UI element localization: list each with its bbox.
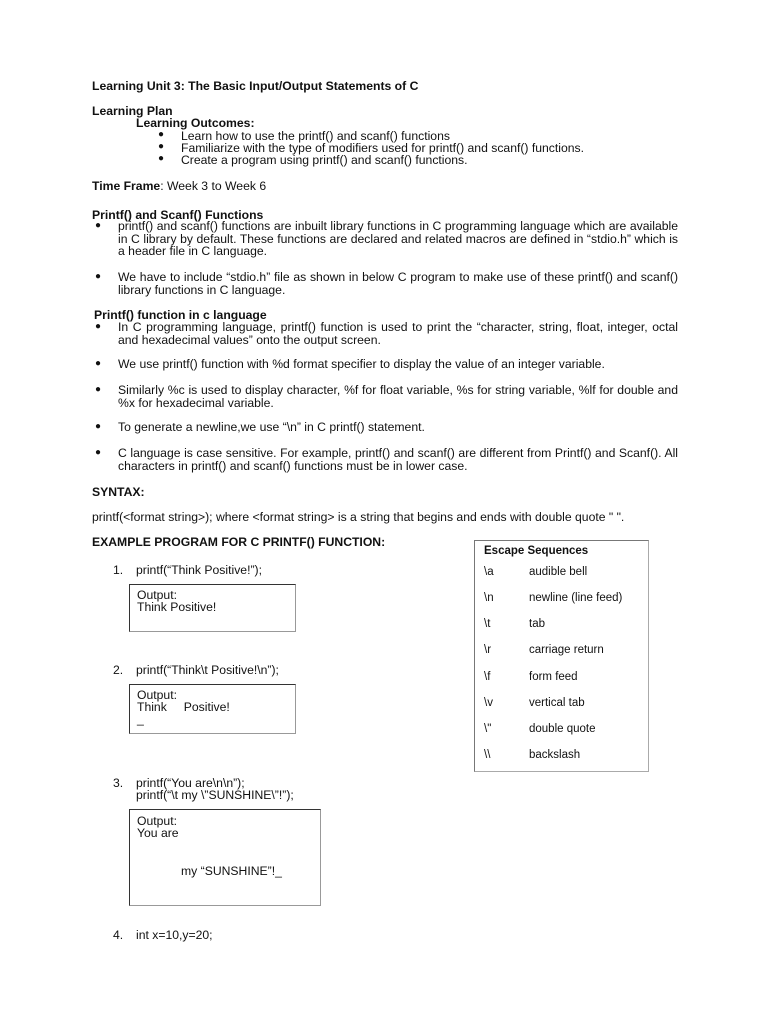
syntax-heading: SYNTAX:: [92, 485, 145, 499]
escape-sequences-table: Escape Sequences \a audible bell \n newline (line feed) \t tab \r carriage return \f form feed \v vertical tab \" double quote \\ backslash: [474, 540, 649, 772]
example-number: 2.: [113, 663, 124, 677]
example-code: printf(“Think Positive!”);: [136, 563, 262, 577]
example-code: printf(“You are\n\n”);: [136, 776, 245, 790]
section-heading-printf: Printf() function in c language: [94, 308, 267, 322]
examples-heading: EXAMPLE PROGRAM FOR C PRINTF() FUNCTION:: [92, 535, 386, 549]
bullet-icon: ●: [95, 220, 102, 231]
output-box: Output: You are my “SUNSHINE”!_: [129, 809, 321, 906]
page-title: Learning Unit 3: The Basic Input/Output Statements of C: [92, 79, 419, 93]
example-code: printf(“\t my \”SUNSHINE\”!”);: [136, 788, 294, 802]
bullet-icon: ●: [95, 447, 102, 458]
section-heading-printf-scanf: Printf() and Scanf() Functions: [92, 208, 264, 222]
output-box: Output: Think Positive! _: [129, 684, 296, 734]
output-box: Output: Think Positive!: [129, 584, 296, 632]
escape-table-heading: Escape Sequences: [484, 545, 589, 557]
time-frame: Time Frame: Week 3 to Week 6: [92, 179, 267, 193]
syntax-text: printf(<format string>); where <format string> is a string that begins and ends with double quote " ".: [92, 510, 625, 524]
bullet-icon: ●: [158, 141, 165, 152]
example-code: printf(“Think\t Positive!\n”);: [136, 663, 279, 677]
example-code: int x=10,y=20;: [136, 928, 213, 942]
example-number: 3.: [113, 776, 124, 790]
learning-plan-heading: Learning Plan: [92, 104, 173, 118]
example-number: 4.: [113, 928, 124, 942]
bullet-icon: ●: [95, 358, 102, 369]
bullet-icon: ●: [95, 271, 102, 282]
bullet-icon: ●: [95, 384, 102, 395]
bullet-icon: ●: [95, 421, 102, 432]
bullet-icon: ●: [95, 321, 102, 332]
example-number: 1.: [113, 563, 124, 577]
learning-outcomes-heading: Learning Outcomes:: [136, 116, 255, 130]
bullet-icon: ●: [158, 153, 165, 164]
bullet-icon: ●: [158, 129, 165, 140]
